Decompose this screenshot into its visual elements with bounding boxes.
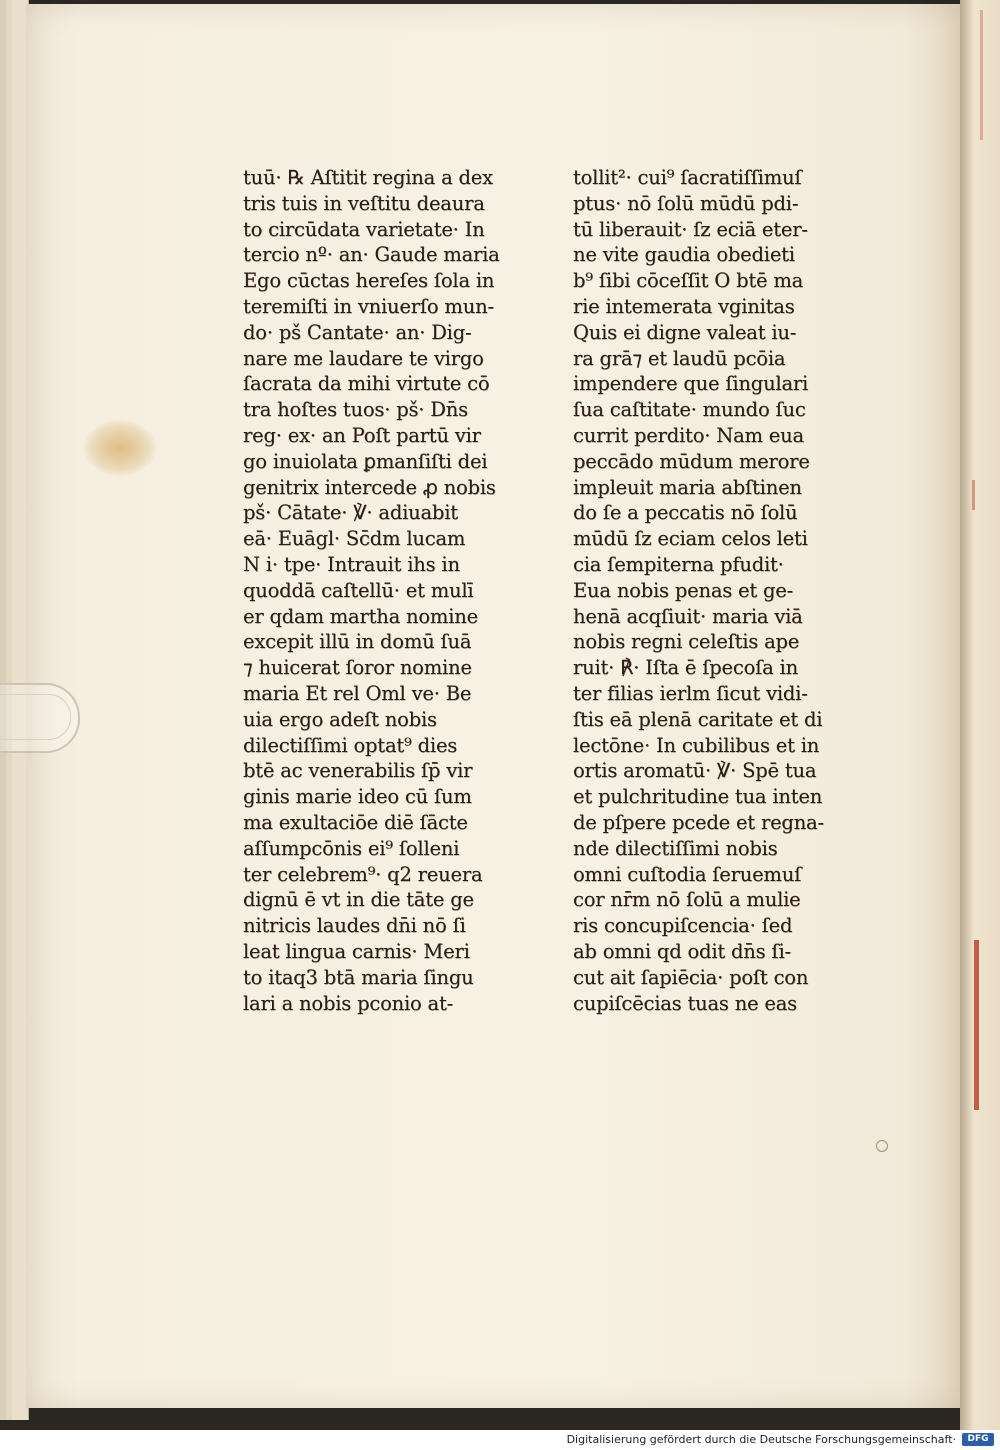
- text-line: ſua caſtitate· mundo ſuc: [573, 398, 806, 422]
- foxing-stain: [84, 420, 156, 476]
- text-line: quoddā caſtellū· et mulī: [243, 578, 474, 602]
- text-line: ma exultaciōe diē ſācte: [243, 810, 468, 834]
- text-line: cut ait ſapiēcia· poſt con: [573, 965, 809, 989]
- text-line: ginis marie ideo cū ſum: [243, 785, 472, 809]
- facing-page-edge: [960, 0, 1000, 1430]
- dfg-logo-icon: DFG: [962, 1433, 994, 1446]
- text-line: omni cuſtodia ſeruemuſ: [573, 862, 802, 886]
- text-line: impleuit maria abſtinen: [573, 475, 802, 499]
- text-line: ris concupiſcencia· ſed: [573, 914, 793, 938]
- text-line: et pulchritudine tua inten: [573, 785, 823, 809]
- text-line: pš· Cātate· ℣· adiuabit: [243, 501, 458, 525]
- red-rubric-mark: [974, 940, 979, 1110]
- text-line: tercio nº· an· Gaude maria: [243, 243, 500, 267]
- text-line: tū liberauit· ſz eciā eter-: [573, 217, 808, 241]
- left-text-column: [243, 165, 533, 1016]
- text-line: uia ergo adeſt nobis: [243, 707, 437, 731]
- text-line: ortis aromatū· ℣· Spē tua: [573, 759, 817, 783]
- text-line: tuū· ℞ Aſtitit regina a dex: [243, 166, 493, 189]
- text-line: to circūdata varietate· In: [243, 217, 485, 241]
- text-line: ⁊ huicerat ſoror nomine: [243, 656, 472, 680]
- text-line: nde dilectiſſimi nobis: [573, 836, 778, 860]
- red-rubric-mark: [972, 480, 975, 510]
- text-line: eā· Euāgl· Sc̄dm lucam: [243, 527, 466, 551]
- text-line: leat lingua carnis· Meri: [243, 939, 470, 963]
- text-line: genitrix intercede ꝓ nobis: [243, 475, 496, 499]
- digitization-footer: [0, 1430, 1000, 1450]
- text-line: peccādo mūdum merore: [573, 449, 810, 473]
- text-line: rie intemerata vginitas: [573, 294, 795, 318]
- text-line: currit perdito· Nam eua: [573, 423, 804, 447]
- text-line: impendere que ſingulari: [573, 372, 809, 396]
- text-line: dilectiſſimi optat⁹ dies: [243, 733, 458, 757]
- text-line: tollit²· cui⁹ ſacratiſſimuſ: [573, 166, 802, 189]
- text-line: lari a nobis pconio at-: [243, 991, 453, 1015]
- text-line: dignū ē vt in die tāte ge: [243, 888, 474, 912]
- text-line: go inuiolata ꝑmanſiſti dei: [243, 449, 488, 473]
- text-line: to itaq3 btā maria ſingu: [243, 965, 474, 989]
- text-line: Ego cūctas hereſes ſola in: [243, 269, 495, 293]
- text-line: ter celebrem⁹· q2 reuera: [243, 862, 483, 886]
- text-line: Quis ei digne valeat iu-: [573, 320, 797, 344]
- text-line: mūdū ſz eciam celos leti: [573, 527, 808, 551]
- text-line: nobis regni celeſtis ape: [573, 630, 800, 654]
- text-line: ſacrata da mihi virtute cō: [243, 372, 490, 396]
- text-line: ſtis eā plenā caritate et di: [573, 707, 823, 731]
- text-line: excepit illū in domū ſuā: [243, 630, 472, 654]
- text-line: ra grā⁊ et laudū pcōia: [573, 346, 786, 370]
- text-line: do· pš Cantate· an· Dig-: [243, 320, 472, 344]
- right-text-column: [573, 165, 863, 1016]
- text-line: do ſe a peccatis nō ſolū: [573, 501, 798, 525]
- text-line: Eua nobis penas et ge-: [573, 578, 794, 602]
- text-line: teremiſti in vniuerſo mun-: [243, 294, 494, 318]
- text-line: aſſumpcōnis ei⁹ ſolleni: [243, 836, 460, 860]
- text-line: b⁹ ſibi cōceſſit O btē ma: [573, 269, 804, 293]
- text-line: tra hoſtes tuos· pš· Dn̄s: [243, 398, 468, 422]
- text-line: cia ſempiterna pfudit·: [573, 552, 784, 576]
- text-line: cupiſcēcias tuas ne eas: [573, 991, 797, 1015]
- paper-speck: [876, 1140, 888, 1152]
- text-line: cor nr̄m nō ſolū a mulie: [573, 888, 801, 912]
- text-line: nitricis laudes dn̄i nō ſi: [243, 914, 466, 938]
- text-line: btē ac venerabilis ſp̄ vir: [243, 759, 473, 783]
- text-line: tris tuis in veſtitu deaura: [243, 191, 485, 215]
- text-line: er qdam martha nomine: [243, 604, 478, 628]
- text-line: de pſpere pcede et regna-: [573, 810, 824, 834]
- text-line: N i· tpe· Intrauit ihs in: [243, 552, 460, 576]
- footer-credit-text: Digitalisierung gefördert durch die Deutsche Forschungsgemeinschaft·: [566, 1433, 956, 1446]
- text-line: ab omni qd odit dn̄s ſi-: [573, 939, 791, 963]
- text-line: henā acqſiuit· maria viā: [573, 604, 803, 628]
- text-line: ruit· ℟· Iſta ē ſpecoſa in: [573, 656, 798, 680]
- text-line: ter filias ierlm ſicut vidi-: [573, 681, 808, 705]
- paper-clip-inner: [0, 694, 71, 740]
- text-line: lectōne· In cubilibus et in: [573, 733, 820, 757]
- text-line: maria Et rel Oml ve· Be: [243, 681, 472, 705]
- text-line: nare me laudare te virgo: [243, 346, 484, 370]
- text-line: reg· ex· an Poſt partū vir: [243, 423, 481, 447]
- text-line: ptus· nō ſolū mūdū pdi-: [573, 191, 799, 215]
- red-rubric-mark: [980, 10, 983, 140]
- text-line: ne vite gaudia obedieti: [573, 243, 795, 267]
